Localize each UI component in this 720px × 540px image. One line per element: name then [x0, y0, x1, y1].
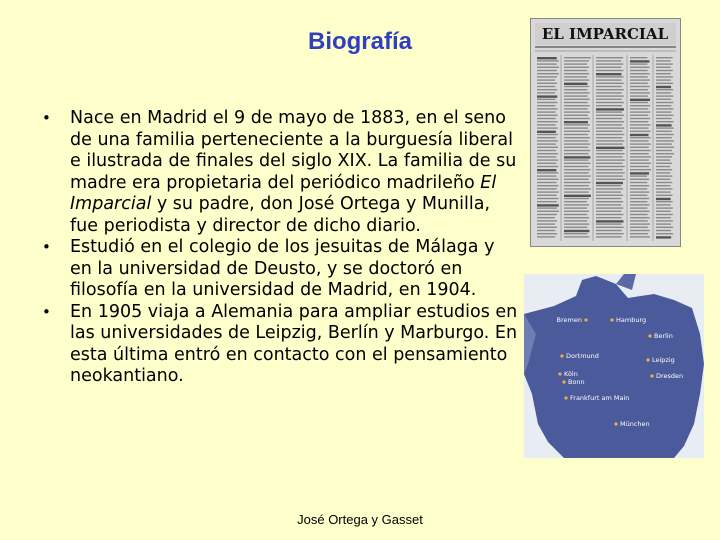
- city-marker: [614, 422, 617, 425]
- city-marker: [558, 372, 561, 375]
- city-label: Frankfurt am Main: [570, 394, 630, 402]
- newspaper-masthead: EL IMPARCIAL: [541, 25, 669, 43]
- bullet-text-end: y su padre, don José Ortega y Munilla, fue periodista y director de dicho diario.: [70, 194, 491, 236]
- slide-title: Biografía: [307, 28, 412, 55]
- city-marker: [610, 318, 613, 321]
- city-label: Bonn: [568, 378, 585, 386]
- city-marker: [648, 334, 651, 337]
- newspaper-name: El Imparcial: [70, 172, 497, 214]
- city-marker: [560, 354, 563, 357]
- city-marker: [650, 374, 653, 377]
- city-label: Hamburg: [616, 316, 647, 324]
- city-marker: [646, 358, 649, 361]
- germany-map-graphic: [524, 274, 704, 458]
- city-label: Dortmund: [566, 352, 599, 360]
- newspaper-graphic: [531, 19, 680, 246]
- bullet-list: [40, 108, 518, 388]
- footer-caption: José Ortega y Gasset: [297, 512, 423, 527]
- newspaper-image: [530, 18, 681, 247]
- city-marker: [562, 380, 565, 383]
- city-label: Bremen: [556, 316, 582, 324]
- city-marker: [584, 318, 587, 321]
- bullet-text: Estudió en el colegio de los jesuitas de Málaga y en la universidad de Deusto, y se doctoró en filosofía en la universidad de Madrid, en 1904.: [70, 237, 495, 300]
- city-label: Berlin: [654, 332, 673, 340]
- city-label: Dresden: [656, 372, 684, 380]
- city-marker: [564, 396, 567, 399]
- bullet-item: [40, 237, 518, 302]
- bullet-text: Nace en Madrid el 9 de mayo de 1883, en el seno de una familia perteneciente a la burguesía liberal e ilustrada de finales del siglo XIX. La familia de su madre era propietaria del periódico madrileño: [70, 108, 517, 193]
- bullet-item: [40, 302, 518, 388]
- bullet-item: [40, 108, 518, 237]
- bullet-text: En 1905 viaja a Alemania para ampliar estudios en las universidades de Leipzig, Berlín y Marburgo. En esta última entró en contacto con el pensamiento neokantiano.: [70, 301, 518, 386]
- city-label: Leipzig: [652, 356, 675, 364]
- germany-map-image: [524, 274, 704, 458]
- city-label: München: [620, 420, 650, 428]
- city-label: Köln: [564, 370, 578, 378]
